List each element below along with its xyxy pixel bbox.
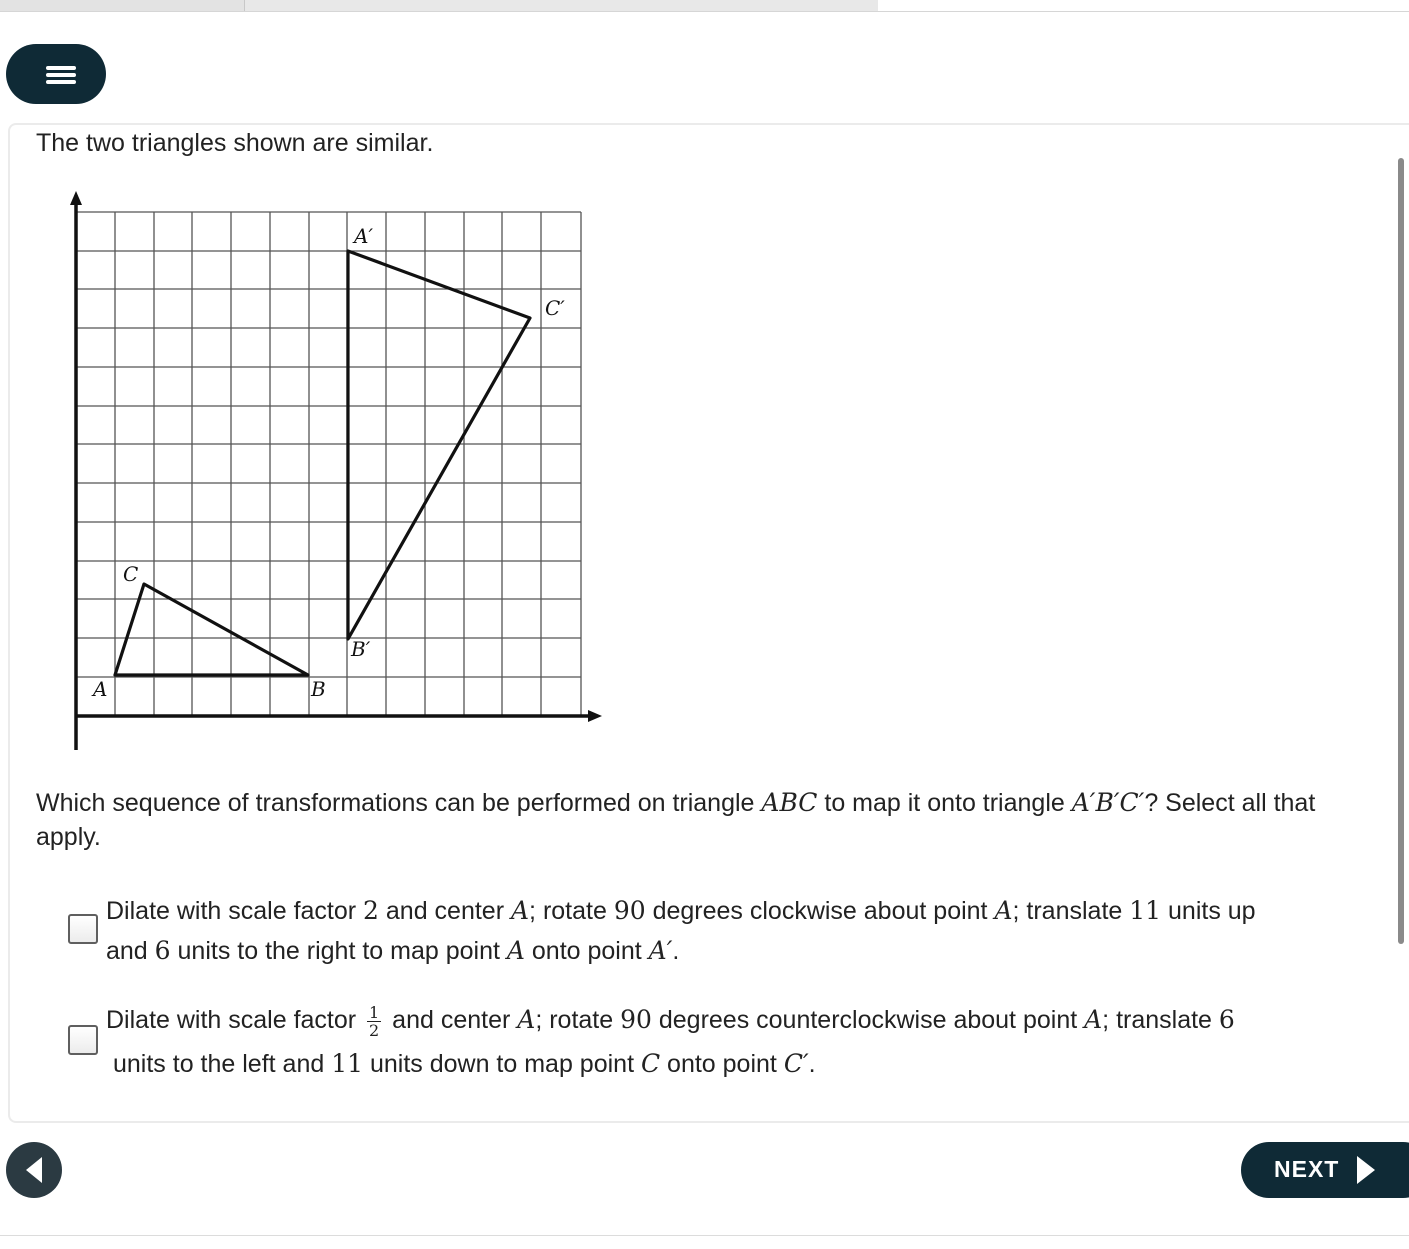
x-axis-arrow xyxy=(588,710,602,722)
next-button-label: NEXT xyxy=(1274,1156,1340,1182)
grid-lines xyxy=(76,212,581,716)
question-text: Which sequence of transformations can be performed on triangle ABC to map it onto triangle A′B′C′? Select all that apply. xyxy=(36,788,1316,851)
label-c: C xyxy=(123,562,139,586)
menu-button[interactable] xyxy=(6,44,106,104)
label-a: A xyxy=(93,677,108,701)
option-1-line-2: and 6 units to the right to map point A onto point A′. xyxy=(106,936,680,965)
top-progress-bar xyxy=(0,0,1409,12)
triangle-left-icon xyxy=(6,1142,62,1198)
label-a-prime: A′ xyxy=(354,224,373,248)
progress-segment-1 xyxy=(0,0,245,11)
back-button[interactable] xyxy=(6,1142,62,1198)
label-c-prime: C′ xyxy=(545,296,565,320)
label-b: B xyxy=(311,677,326,701)
option-2-line-1: Dilate with scale factor $\frac{1}{2}$ and center A; rotate 90 degrees counterclockwise about point A; translate 6 xyxy=(106,1002,1235,1040)
option-1-line-1: Dilate with scale factor 2 and center A; rotate 90 degrees clockwise about point A; translate 11 units up xyxy=(106,896,1256,925)
option-2-checkbox[interactable] xyxy=(68,1025,98,1055)
footer-divider xyxy=(0,1235,1409,1236)
progress-segment-2 xyxy=(245,0,878,11)
option-2-line-2: units to the left and 11 units down to map point C onto point C′. xyxy=(113,1049,816,1078)
scrollbar-thumb[interactable] xyxy=(1398,158,1404,944)
label-b-prime: B′ xyxy=(351,637,371,661)
y-axis-arrow xyxy=(70,191,82,205)
next-button[interactable] xyxy=(1241,1142,1409,1198)
fraction-one-half: $\frac{1}{2}$ xyxy=(369,1002,380,1040)
option-1-checkbox[interactable] xyxy=(68,914,98,944)
triangle-a-prime-b-prime-c-prime xyxy=(348,251,530,639)
triangle-abc xyxy=(115,584,308,675)
triangle-right-icon xyxy=(1354,1154,1378,1186)
prompt-text: The two triangles shown are similar. xyxy=(36,129,434,157)
triangle-graph xyxy=(36,188,606,753)
